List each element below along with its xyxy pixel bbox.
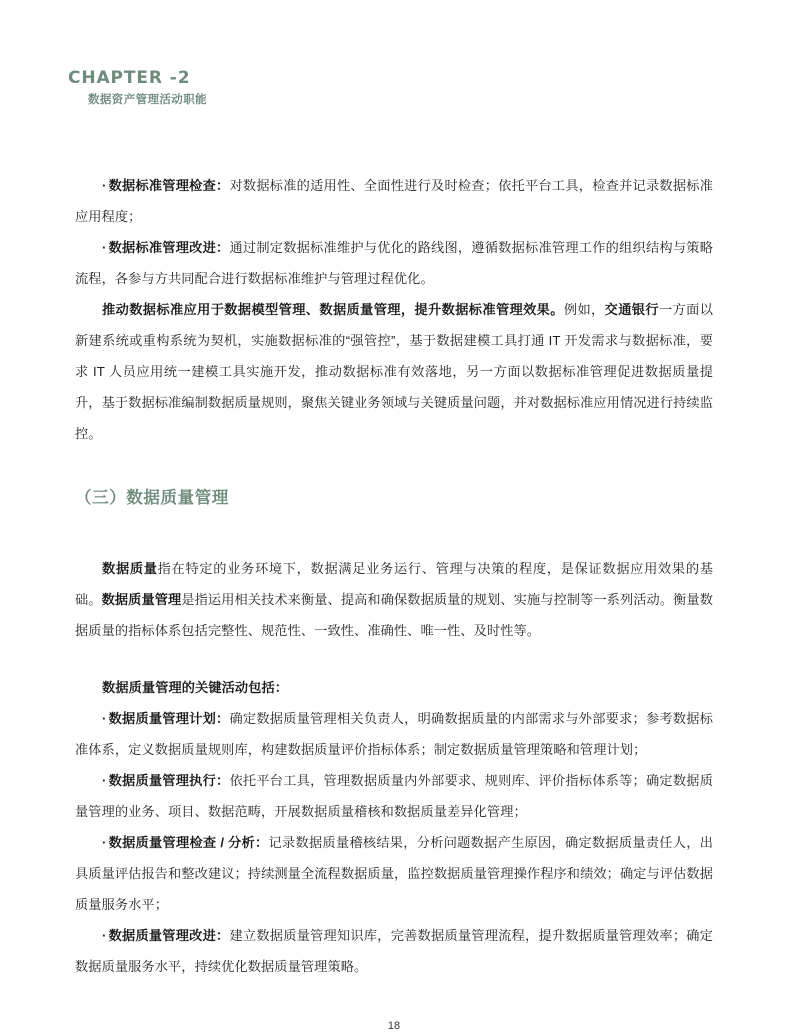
paragraph-dq-improve <box>75 920 713 982</box>
lead-in-dq-improve: 数据质量管理改进： <box>108 928 230 943</box>
lead-in-dq-execute: 数据质量管理执行： <box>108 773 230 788</box>
spacer <box>75 646 713 672</box>
section-heading-data-quality: （三）数据质量管理 <box>75 489 229 507</box>
page-number: 18 <box>387 1020 401 1032</box>
document-body <box>75 170 713 982</box>
paragraph-std-improve <box>75 232 713 294</box>
paragraph-dq-intro <box>75 553 713 646</box>
lead-in-std-application: 推动数据标准应用于数据模型管理、数据质量管理，提升数据标准管理效果。 <box>102 302 564 317</box>
text-std-application-1: 例如， <box>563 302 605 317</box>
text-std-check: 对数据标准的适用性、全面性进行及时检查；依托平台工具，检查并记录数据标准应用程度； <box>75 178 713 224</box>
text-dq-check: 记录数据质量稽核结果，分析问题数据产生原因，确定数据质量责任人，出具质量评估报告和整改建议；持续测量全流程数据质量，监控数据质量管理操作程序和绩效；确定与评估数据质量服务水平； <box>75 835 714 912</box>
text-std-improve: 通过制定数据标准维护与优化的路线图，遵循数据标准管理工作的组织结构与策略流程，各参与方共同配合进行数据标准维护与管理过程优化。 <box>75 240 713 286</box>
lead-in-dq-plan: 数据质量管理计划： <box>108 711 230 726</box>
text-std-application-2: 一方面以新建系统或重构系统为契机，实施数据标准的“强管控”，基于数据建模工具打通 IT 开发需求与数据标准，要求 IT 人员应用统一建模工具实施开发，推动数据标准有效落地，另一方面以数据标准管理促进数据质量提升，基于数据标准编制数据质量规则，聚焦关键业务领域与关键质量问题，并对数据标准应用情况进行持续监控。 <box>75 302 713 441</box>
lead-in-dq-check: 数据质量管理检查 / 分析： <box>108 835 269 850</box>
activities-title-text: 数据质量管理的关键活动包括： <box>102 680 289 695</box>
term-data-quality-management: 数据质量管理 <box>101 592 182 607</box>
text-dq-execute: 依托平台工具，管理数据质量内外部要求、规则库、评价指标体系等；确定数据质量管理的业务、项目、数据范畴，开展数据质量稽核和数据质量差异化管理； <box>75 773 713 819</box>
paragraph-std-application <box>75 294 713 449</box>
spacer <box>75 449 713 483</box>
emphasis-bank-name: 交通银行 <box>604 302 659 317</box>
text-dq-plan: 确定数据质量管理相关负责人，明确数据质量的内部需求与外部要求；参考数据标准体系，定义数据质量规则库，构建数据质量评价指标体系；制定数据质量管理策略和管理计划； <box>75 711 713 757</box>
lead-in-std-check: 数据标准管理检查： <box>108 178 230 193</box>
bullet-marker: · <box>102 835 109 850</box>
paragraph-dq-execute <box>75 765 713 827</box>
activities-title <box>75 672 713 703</box>
chapter-subtitle: 数据资产管理活动职能 <box>88 94 207 106</box>
paragraph-dq-plan <box>75 703 713 765</box>
paragraph-std-check <box>75 170 713 232</box>
paragraph-dq-check <box>75 827 713 920</box>
chapter-label: CHAPTER -2 <box>68 68 191 88</box>
running-header <box>68 68 568 108</box>
lead-in-std-improve: 数据标准管理改进： <box>108 240 230 255</box>
bullet-marker: · <box>102 711 109 726</box>
bullet-marker: · <box>102 240 109 255</box>
bullet-marker: · <box>102 178 109 193</box>
text-dq-intro-1: 指在特定的业务环境下，数据满足业务运行、管理与决策的程度，是保证数据应用效果的基础。 <box>75 561 714 607</box>
bullet-marker: · <box>102 773 109 788</box>
bullet-marker: · <box>102 928 109 943</box>
text-dq-improve: 建立数据质量管理知识库，完善数据质量管理流程，提升数据质量管理效率；确定数据质量服务水平，持续优化数据质量管理策略。 <box>75 928 713 974</box>
text-dq-intro-2: 是指运用相关技术来衡量、提高和确保数据质量的规划、实施与控制等一系列活动。衡量数据质量的指标体系包括完整性、规范性、一致性、准确性、唯一性、及时性等。 <box>75 592 713 638</box>
spacer <box>75 513 713 553</box>
term-data-quality: 数据质量 <box>102 561 158 576</box>
